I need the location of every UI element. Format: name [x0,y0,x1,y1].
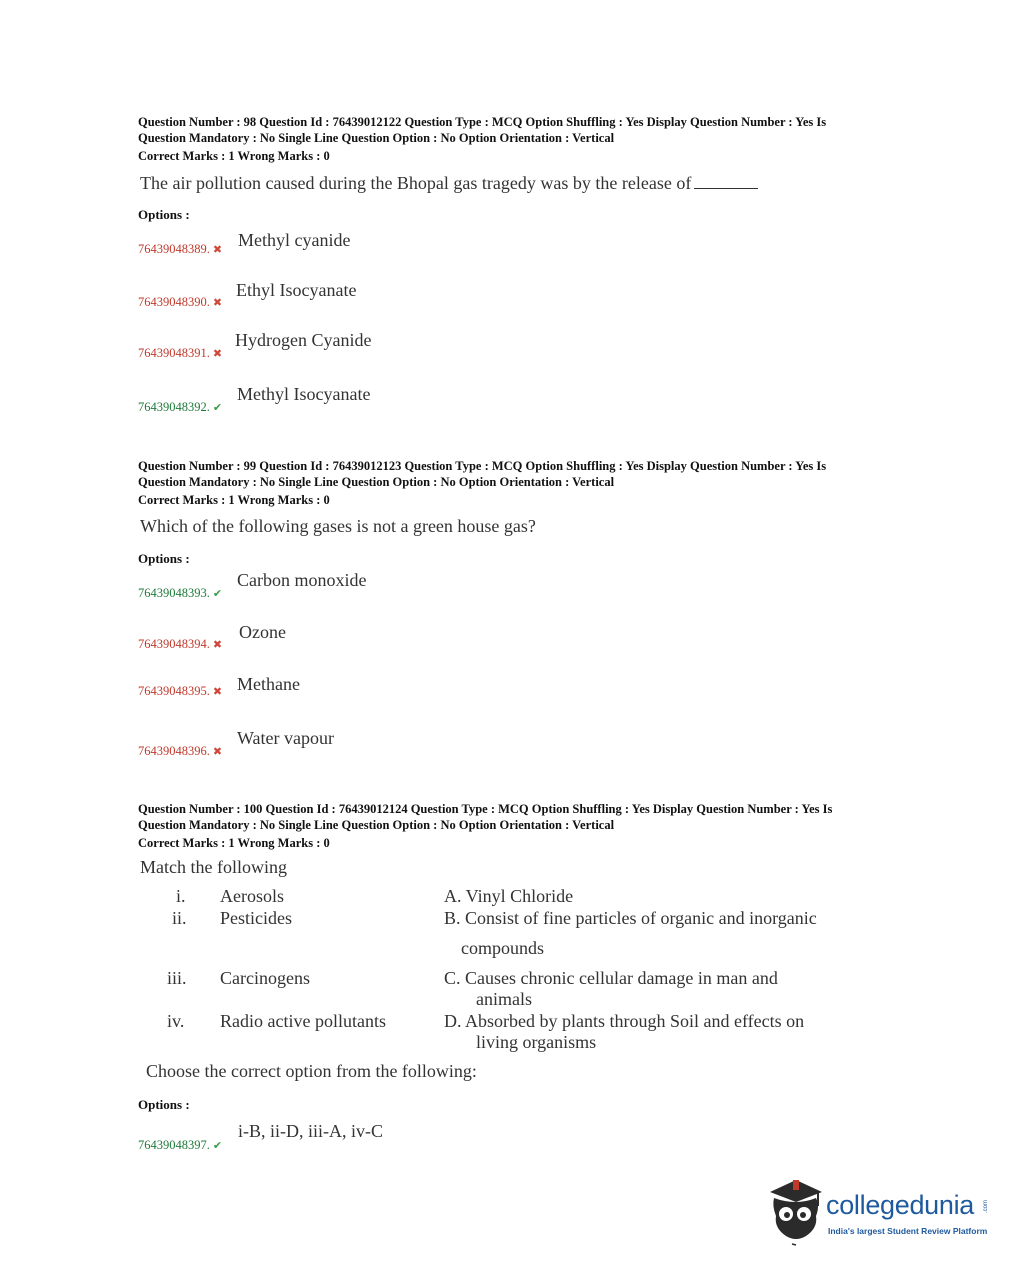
wrong-mark-icon: ✖ [212,638,223,651]
option-id: 76439048392. ✔ [138,400,223,414]
meta-line: Question Number : 99 Question Id : 76439012123 Question Type : MCQ Option Shuffling : Yes Display Question Number : Yes Is [138,459,827,473]
wrong-mark-icon: ✖ [212,243,223,256]
option-id: 76439048393. ✔ [138,586,223,600]
question-100-text: Match the following [140,857,287,877]
question-99-text: Which of the following gases is not a green house gas? [140,516,536,536]
wrong-mark-icon: ✖ [212,296,223,309]
answer-blank [694,174,758,189]
check-mark-icon: ✔ [212,587,223,600]
option-id: 76439048394. ✖ [138,637,223,651]
meta-line: Question Mandatory : No Single Line Question Option : No Option Orientation : Vertical [138,131,615,145]
marks-line: Correct Marks : 1 Wrong Marks : 0 [138,836,330,850]
option-text: Ethyl Isocyanate [236,280,357,300]
option-id: 76439048397. ✔ [138,1138,223,1152]
wrong-mark-icon: ✖ [212,745,223,758]
question-98-text [140,173,758,194]
match-left-text: Pesticides [220,908,292,928]
option-id: 76439048390. ✖ [138,295,223,309]
match-left-num: ii. [172,908,187,928]
collegedunia-mascot-icon [766,1176,826,1248]
match-right-text: C. Causes chronic cellular damage in man and [444,968,778,988]
options-label: Options : [138,1097,190,1112]
match-left-text: Radio active pollutants [220,1011,386,1031]
logo-domain: .com [983,1200,989,1214]
option-text: Methane [237,674,300,694]
option-text: Methyl cyanide [238,230,351,250]
meta-line: Question Number : 98 Question Id : 76439012122 Question Type : MCQ Option Shuffling : Yes Display Question Number : Yes Is [138,115,827,129]
options-label: Options : [138,207,190,222]
option-text: Carbon monoxide [237,570,367,590]
match-right-text: D. Absorbed by plants through Soil and effects on [444,1011,805,1031]
match-left-num: iv. [167,1011,185,1031]
meta-line: Question Number : 100 Question Id : 76439012124 Question Type : MCQ Option Shuffling : Yes Display Question Number : Yes Is [138,802,833,816]
logo-tagline: India's largest Student Review Platform [828,1226,988,1236]
meta-line: Question Mandatory : No Single Line Question Option : No Option Orientation : Vertical [138,475,615,489]
logo-wordmark: collegedunia [826,1190,975,1220]
marks-line: Correct Marks : 1 Wrong Marks : 0 [138,493,330,507]
marks-line: Correct Marks : 1 Wrong Marks : 0 [138,149,330,163]
match-right-text: animals [476,989,532,1009]
option-text: Water vapour [237,728,335,748]
option-text: Methyl Isocyanate [237,384,371,404]
option-text: Hydrogen Cyanide [235,330,372,350]
match-right-text: compounds [461,938,544,958]
check-mark-icon: ✔ [212,1139,223,1152]
match-left-text: Carcinogens [220,968,310,988]
instruction-text: Choose the correct option from the following: [146,1061,477,1081]
wrong-mark-icon: ✖ [212,347,223,360]
check-mark-icon: ✔ [212,401,223,414]
question-text: The air pollution caused during the Bhopal gas tragedy was by the release of [140,173,692,193]
options-label: Options : [138,551,190,566]
option-id: 76439048389. ✖ [138,242,223,256]
match-left-text: Aerosols [220,886,284,906]
meta-line: Question Mandatory : No Single Line Question Option : No Option Orientation : Vertical [138,818,615,832]
match-right-text: living organisms [476,1032,597,1052]
option-text: i-B, ii-D, iii-A, iv-C [238,1121,383,1141]
question-99-metadata [138,458,898,508]
question-100-metadata [138,801,898,851]
option-id: 76439048395. ✖ [138,684,223,698]
match-right-text: A. Vinyl Chloride [444,886,574,906]
wrong-mark-icon: ✖ [212,685,223,698]
match-right-text: B. Consist of fine particles of organic and inorganic [444,908,817,928]
question-98-metadata [138,114,898,164]
option-id: 76439048396. ✖ [138,744,223,758]
option-text: Ozone [239,622,286,642]
match-left-num: iii. [167,968,187,988]
option-id: 76439048391. ✖ [138,346,223,360]
match-left-num: i. [176,886,186,906]
